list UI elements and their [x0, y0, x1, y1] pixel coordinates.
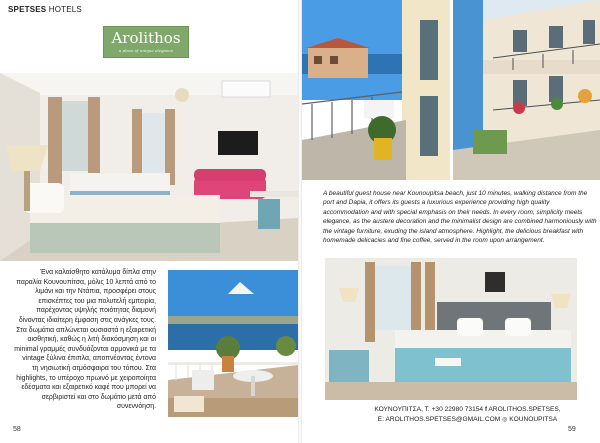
contact-address-phone: ΚΟΥΝΟΥΠΙΤΣΑ, Τ. +30 22980 73154 [374, 406, 485, 413]
contact-line-1 [355, 405, 580, 415]
contact-line-2 [355, 415, 580, 425]
facebook-icon: f [484, 407, 487, 413]
page-number-right: 59 [568, 426, 576, 433]
photo-balcony-sea-view [168, 270, 298, 417]
page-number-left: 58 [13, 426, 21, 433]
photo-balcony-harbor [302, 0, 450, 180]
balcony-illustration [168, 270, 298, 417]
double-bedroom-illustration [325, 258, 577, 400]
english-description: A beautiful guest house near Kounoupitsa beach, just 10 minutes, walking distance from the port and Dapia, it offers its guests a luxurious experience providing high quality accommodation and with special emphasis on their needs. In every room, simplicity meets elegance, as the austere decoration and the minimalist design are combined harmoniously with the vintage furniture, exuding the island atmosphere. Highlight, the delicious breakfast with homemade delicacies and fine coffee, served in the room upon arrangement. [323, 190, 597, 245]
header-destination: SPETSES [8, 5, 47, 14]
instagram-icon: ◎ [502, 417, 508, 423]
photo-double-bedroom [325, 258, 577, 400]
right-page [302, 0, 600, 443]
facade-illustration [453, 0, 600, 180]
contact-email: E: AROLITHOS.SPETSES@GMAIL.COM [377, 416, 503, 423]
photo-twin-bedroom [0, 73, 298, 261]
hotel-logo [103, 26, 189, 58]
contact-info [355, 405, 580, 425]
photo-building-facade [453, 0, 600, 180]
contact-facebook-handle: AROLITHOS.SPETSES, [488, 406, 561, 413]
left-page [0, 0, 298, 443]
greek-description: Ένα καλαίσθητο κατάλυμα δίπλα στην παραλία Κουνουπίτσα, μόλις 10 λεπτά από το λιμάνι και την Ντάπια, προσφέρει στους επισκέπτες του μια πολυτελή εμπειρία, παρέχοντας υψηλής ποιότητας διαμονή δίνοντας ιδιαίτερη έμφαση στις ανάγκες τους. Στα δωμάτια απλώνεται ουσιαστά η εξαιρετική αισθητική, καθώς η λιτή διακόσμηση και οι minimal γραμμές συνδυάζονται αρμονικά με τα vintage ξύλινα έπιπλα, αποπνέοντας έντονα τη νησιωτική ατμόσφαιρα του τόπου. Στα highlights, το υπέροχο πρωινό με χειροποίητα εδέσματα και εξαιρετικό καφέ που μπορεί να σερβιριστεί και στο δωμάτιο μετά από συνεννόηση. [14, 269, 156, 411]
bedroom-illustration [0, 73, 298, 261]
logo-name: Arolithos [111, 29, 181, 47]
header-category: HOTELS [48, 5, 82, 14]
harbor-balcony-illustration [302, 0, 450, 180]
contact-instagram-handle: KOUNOUPITSA [509, 416, 558, 423]
section-header [8, 5, 82, 14]
logo-tagline: a place of unique elegance [118, 48, 174, 53]
